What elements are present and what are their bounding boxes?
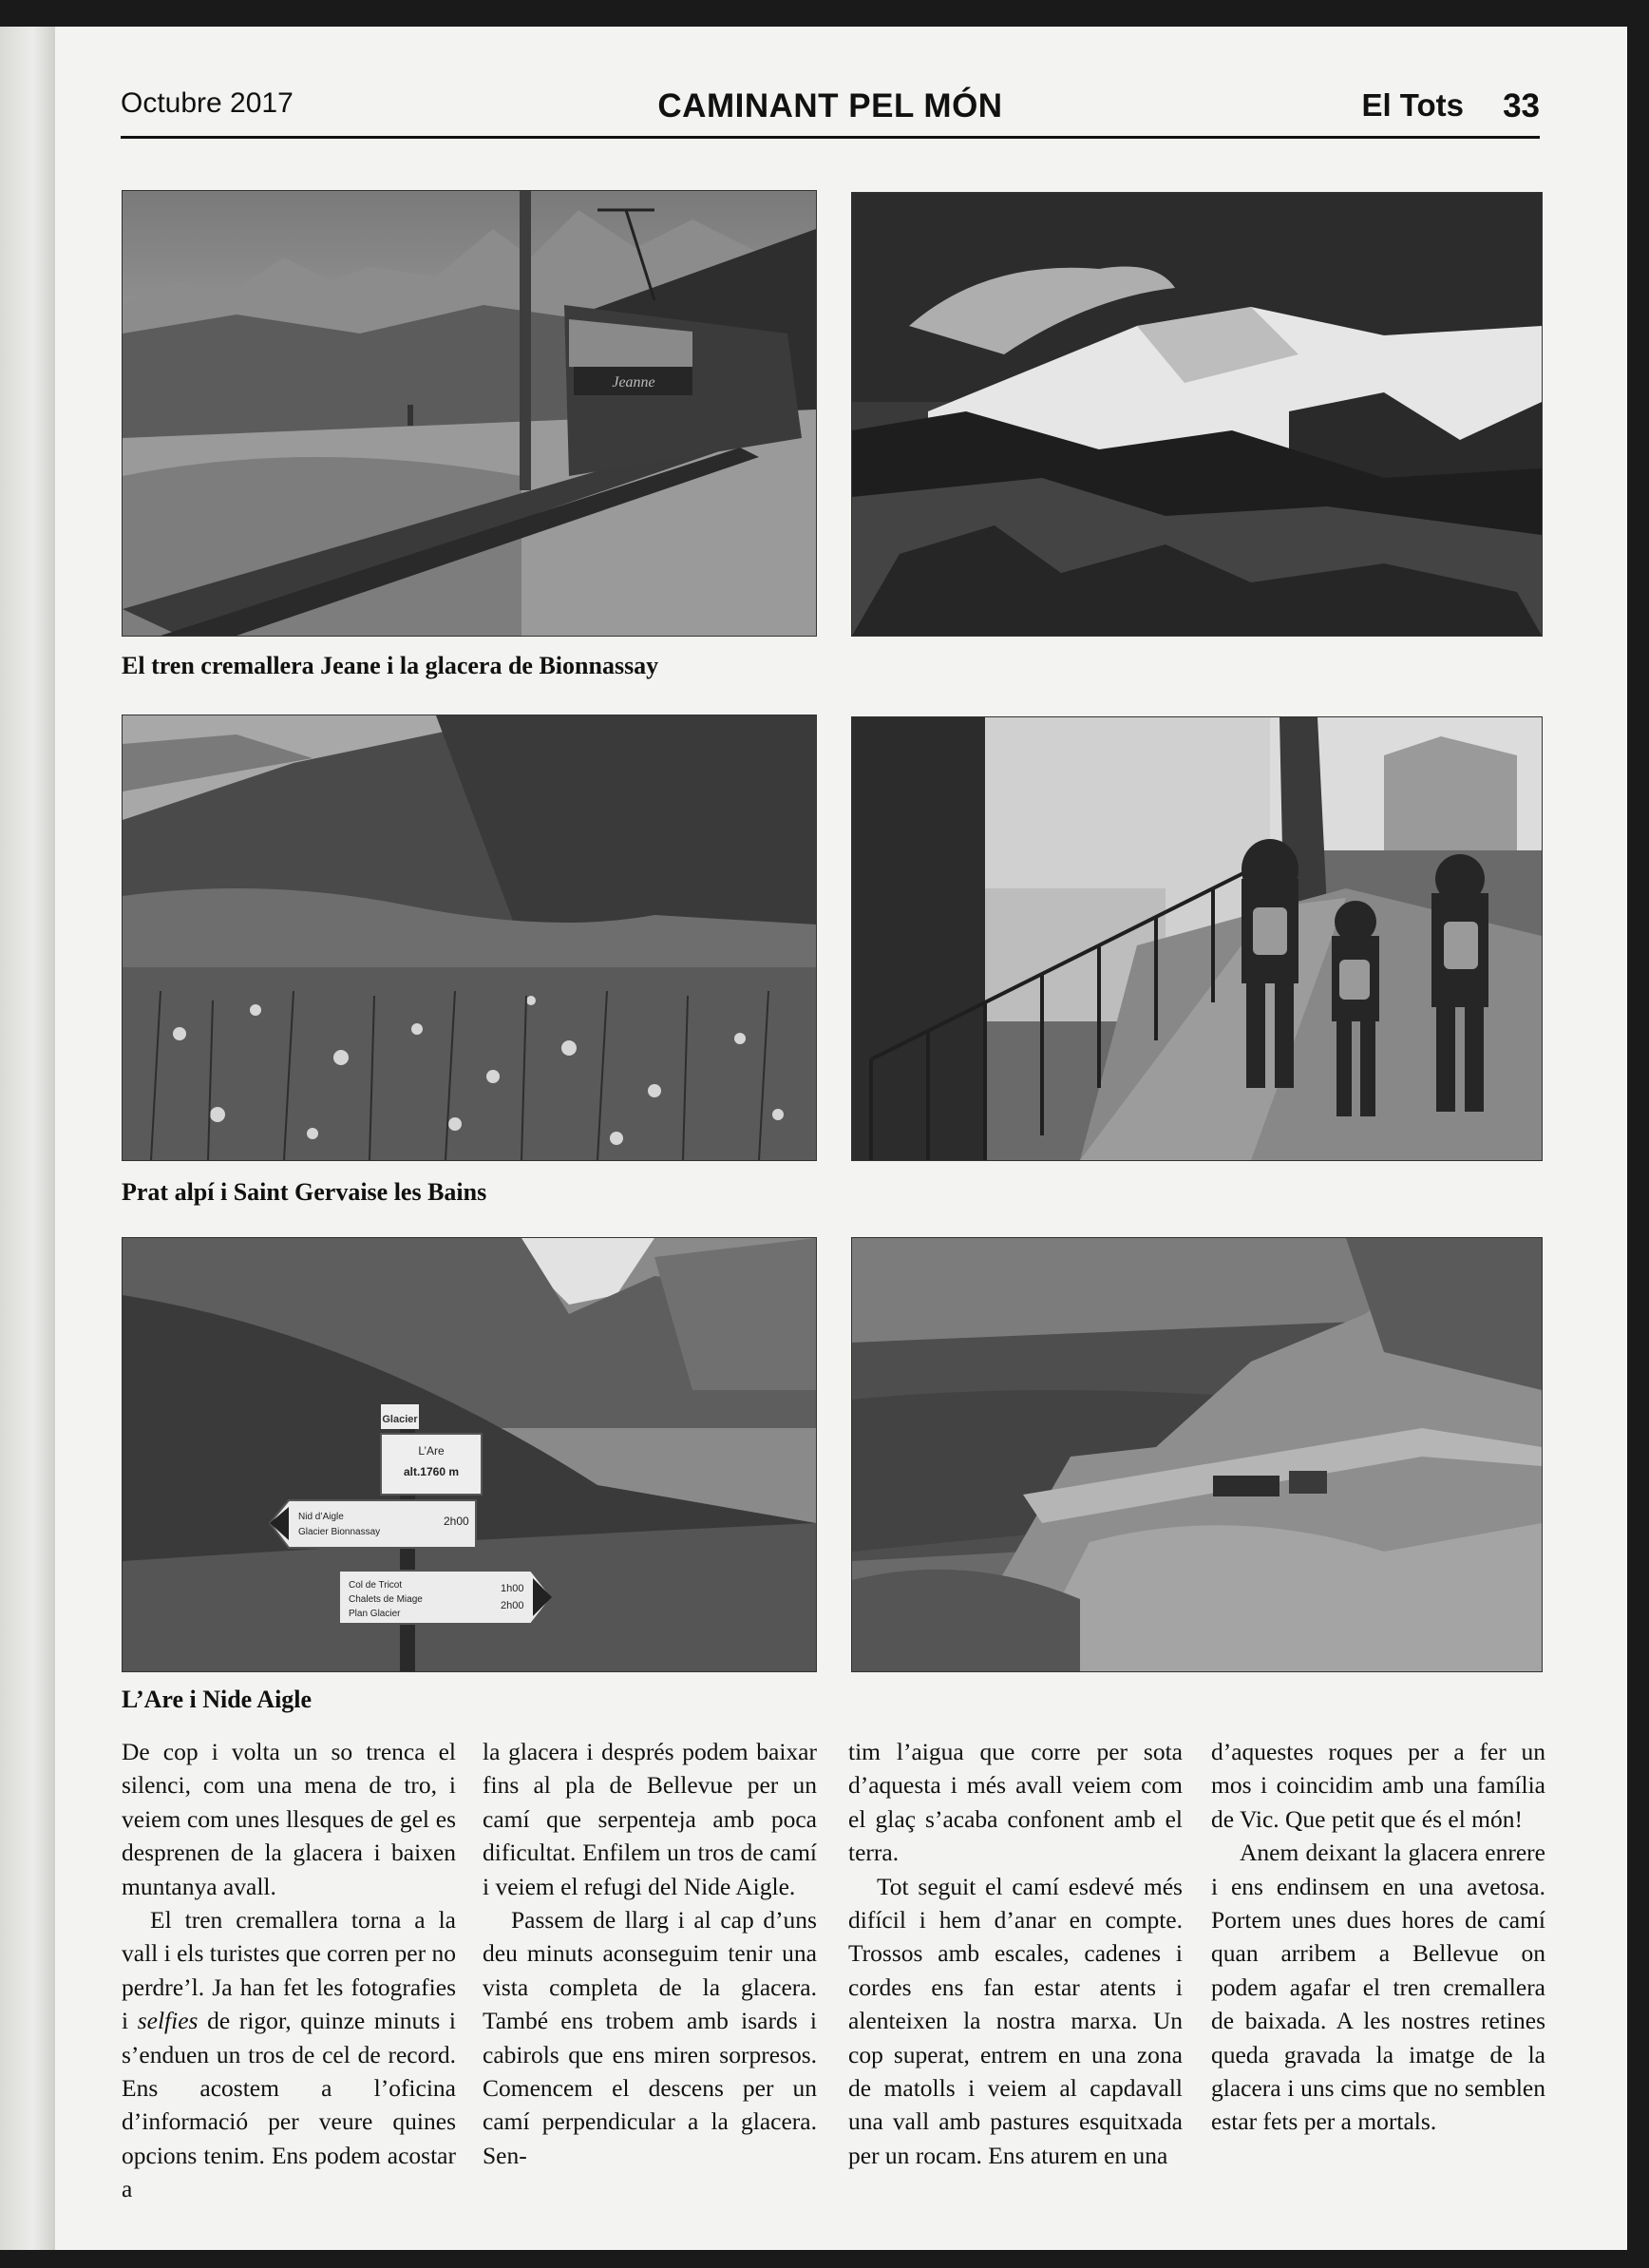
article-column-2 [483, 1735, 817, 2191]
article-paragraph: De cop i volta un so trenca el silenci, com una mena de tro, i veiem com unes llesques de gel es desprenen de la glacera i baixen muntanya avall. [122, 1738, 456, 1900]
article-column-3 [848, 1735, 1183, 2191]
signpost-brand: Glacier [382, 1414, 418, 1425]
header-rule [121, 136, 1540, 139]
train-name-plate: Jeanne [612, 374, 655, 391]
article-paragraph: Tot seguit el camí esdevé més difícil i hem d’anar en compte. Trossos amb escales, cadenes i cordes ens fan estar atents i alenteixen la nostra marxa. Un cop superat, entrem en una zona de matolls i veiem al capdavall una vall amb pastures esquitxada per un rocam. Ens aturem en una [848, 1872, 1183, 2169]
signpost-right-time1: 1h00 [501, 1583, 524, 1594]
section-title: CAMINANT PEL MÓN [657, 87, 1003, 124]
signpost-left-line1: Nid d’Aigle [298, 1512, 344, 1522]
publication-name: El Tots [1361, 87, 1464, 123]
article-paragraph: Passem de llarg i al cap d’uns deu minuts aconseguim tenir una vista completa de la glacera. També ens trobem amb isards i cabirols que ens miren sorpresos. Comencem el descens per un camí perpendicular a la glacera. Sen- [483, 1906, 817, 2169]
article-paragraph: tim l’aigua que corre per sota d’aquesta i més avall veiem com el glaç s’acaba confonent amb el terra. [848, 1738, 1183, 1867]
article-paragraph: la glacera i després podem baixar fins al pla de Bellevue per un camí que serpenteja amb poca dificultat. Enfilem un tros de camí i veiem el refugi del Nide Aigle. [483, 1738, 817, 1900]
article-column-1 [122, 1735, 456, 2203]
signpost-place: L’Are [418, 1444, 445, 1458]
signpost-left-line2: Glacier Bionnassay [298, 1527, 381, 1537]
article-paragraph: Anem deixant la glacera enrere i ens endinsem en una avetosa. Portem unes dues hores de camí quan arribem a Bellevue on podem agafar el tren cremallera de baixada. A les nostres retines queda gravada la imatge de la glacera i uns cims que no semblen estar fets per a mortals. [1211, 1839, 1545, 2136]
signpost-left-time: 2h00 [444, 1515, 469, 1528]
page-number: 33 [1503, 87, 1540, 124]
signpost-right-line3: Plan Glacier [349, 1609, 401, 1619]
caption-row-2: Prat alpí i Saint Gervaise les Bains [122, 1178, 487, 1206]
photo-alpine-meadow [122, 715, 817, 1161]
photo-bionnassay-glacier [851, 192, 1543, 637]
page-spine [0, 27, 55, 2250]
photo-lare-signpost [122, 1237, 817, 1672]
caption-row-1: El tren cremallera Jeane i la glacera de Bionnassay [122, 652, 659, 679]
caption-row-3: L’Are i Nide Aigle [122, 1686, 313, 1713]
signpost-right-line1: Col de Tricot [349, 1580, 403, 1591]
photo-cog-train [122, 190, 817, 637]
issue-date: Octubre 2017 [121, 87, 294, 119]
photo-nid-aigle-ridge [851, 1237, 1543, 1672]
page-header [121, 84, 1540, 139]
article-column-4 [1211, 1735, 1545, 2191]
photo-saint-gervais-street [851, 716, 1543, 1161]
signpost-right-line2: Chalets de Miage [349, 1594, 423, 1605]
article-paragraph: El tren cremallera torna a la vall i els turistes que corren per no perdre’l. Ja han fet les fotografies i selfies de rigor, quinze minuts i s’enduen un tros de cel de record. Ens acostem a l’oficina d’informació per veure quines opcions tenim. Ens podem acostar a [122, 1906, 456, 2203]
article-paragraph: d’aquestes roques per a fer un mos i coincidim amb una família de Vic. Que petit que és el món! [1211, 1738, 1545, 1833]
signpost-altitude: alt.1760 m [403, 1465, 460, 1478]
signpost-right-time2: 2h00 [501, 1600, 524, 1611]
